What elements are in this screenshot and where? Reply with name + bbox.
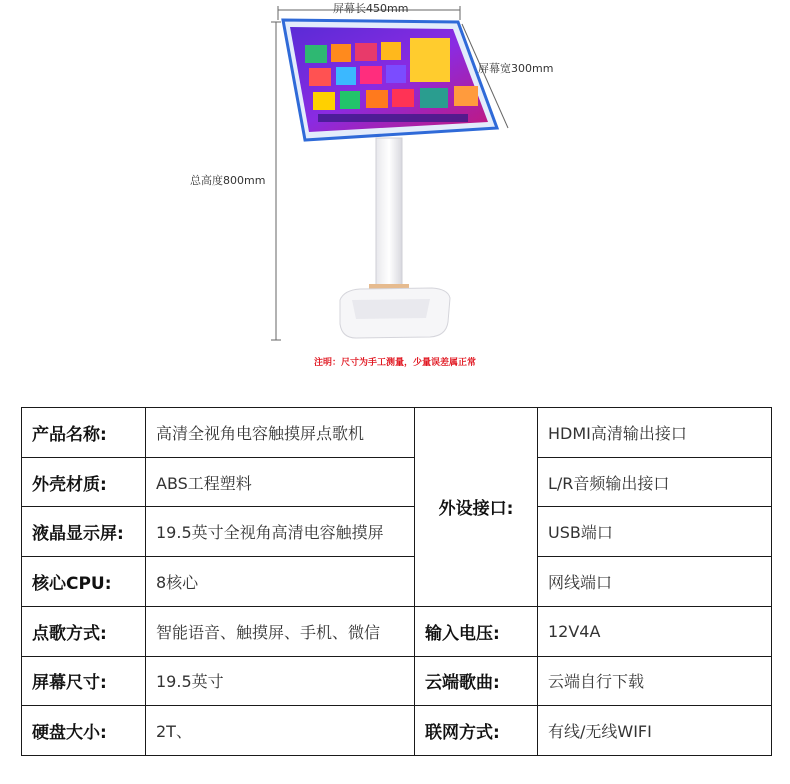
spec-value: 有线/无线WIFI <box>538 706 772 756</box>
spec-value: 智能语音、触摸屏、手机、微信 <box>146 606 415 656</box>
spec-value: 高清全视角电容触摸屏点歌机 <box>146 408 415 458</box>
spec-value: 12V4A <box>538 606 772 656</box>
spec-value: 8核心 <box>146 557 415 607</box>
spec-label: 产品名称: <box>22 408 146 458</box>
spec-value: 云端自行下载 <box>538 656 772 706</box>
spec-label: 联网方式: <box>415 706 538 756</box>
product-figure <box>0 0 790 390</box>
spec-label: 核心CPU: <box>22 557 146 607</box>
table-row <box>22 408 772 458</box>
spec-label: 云端歌曲: <box>415 656 538 706</box>
interfaces-label: 外设接口: <box>415 408 538 607</box>
table-row <box>22 557 772 607</box>
interface-item: 网线端口 <box>538 557 772 607</box>
table-row <box>22 656 772 706</box>
product-illustration <box>0 0 790 390</box>
interface-item: USB端口 <box>538 507 772 557</box>
monitor <box>283 20 497 140</box>
spec-label: 输入电压: <box>415 606 538 656</box>
height-dimension-label: 总高度800mm <box>190 174 266 187</box>
width-dimension-label: 屏幕长450mm <box>333 2 409 15</box>
spec-label: 外壳材质: <box>22 457 146 507</box>
interface-item: L/R音频输出接口 <box>538 457 772 507</box>
table-row <box>22 606 772 656</box>
spec-value: 19.5英寸全视角高清电容触摸屏 <box>146 507 415 557</box>
spec-value: ABS工程塑料 <box>146 457 415 507</box>
spec-label: 液晶显示屏: <box>22 507 146 557</box>
spec-value: 19.5英寸 <box>146 656 415 706</box>
measurement-note: 注明：尺寸为手工测量，少量误差属正常 <box>313 358 476 368</box>
spec-value: 2T、 <box>146 706 415 756</box>
spec-label: 点歌方式: <box>22 606 146 656</box>
depth-dimension-label: 屏幕宽300mm <box>478 62 554 75</box>
table-row <box>22 706 772 756</box>
spec-label: 硬盘大小: <box>22 706 146 756</box>
spec-table <box>21 407 772 756</box>
stand-base <box>340 288 450 338</box>
spec-label: 屏幕尺寸: <box>22 656 146 706</box>
table-row <box>22 457 772 507</box>
table-row <box>22 507 772 557</box>
interface-item: HDMI高清输出接口 <box>538 408 772 458</box>
stand-pole <box>376 138 402 288</box>
